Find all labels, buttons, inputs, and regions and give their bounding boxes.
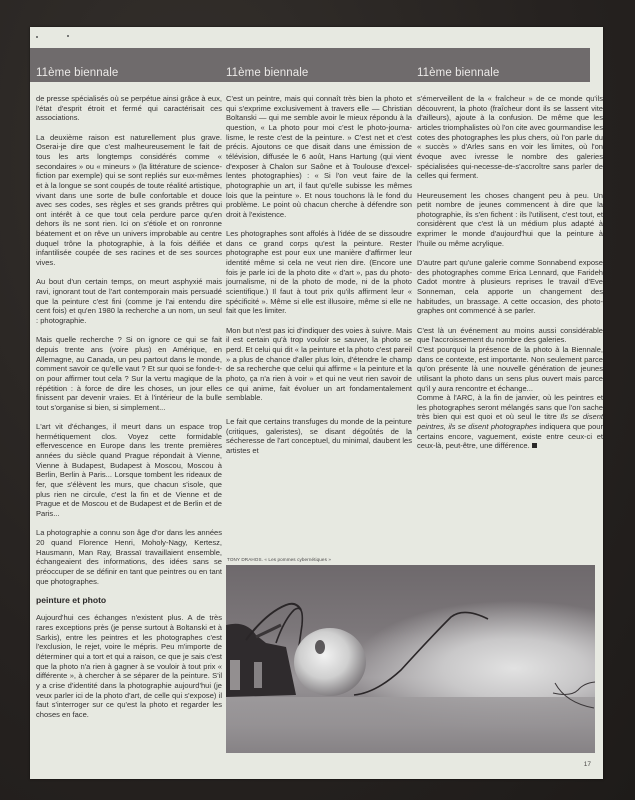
article-column-3 xyxy=(417,94,603,461)
paragraph: Aujourd'hui ces échanges n'existent plus. A de très rares exceptions près (je pense surtout à Boltanski et à Sarkis), entre les peintres et les photographes c'est l'exclusion, le rejet, voire le mépris. Peu m'importe de déterminer qui a tort et qui a raison, ce que je sais c'est que la photo n'a rien à gagner à se vouloir à tout prix « différente », à chercher à se séparer de la peinture. S'il y a crise d'identité dans la photographie aujourd'hui (je veux parler ici de la photo d'art, de celle qui s'expose) il faut s'interroger sur ce qu'est la photo et regarder les choses en face. xyxy=(36,613,222,719)
paragraph: C'est là un événement au moins aussi considérable que l'accroissement du nombre des galeries. xyxy=(417,325,603,345)
paragraph: C'est pourquoi la présence de la photo à la Biennale, dans ce contexte, est importante. Non seulement parce qu'on présente là une nouvelle génération de jeunes utilisant la photo dans un sens plus ouvert mais parce qu'il y aura rencontre et échange... xyxy=(417,344,603,393)
paragraph: Les photographes sont affolés à l'idée de se dissoudre dans ce grand corps qu'est la peinture. Rester photographe est pour eux une manière d'affirmer leur identité même si cela ne veut rien dire. (Encore une fois je parle ici de la photo dite « d'art », pas du photo-journalisme, ni de la photo de mode, ni de la photo scientifique.) Il faut à tout prix qu'ils affirment leur « spécificité ». Même si elle est illusoire, même si elle ne fait que les limiter. xyxy=(226,229,412,316)
paragraph: La deuxième raison est naturellement plus grave. Oserai-je dire que c'est malheureusement le fait de tous les arts longtemps considérés comme « secondaires » ou « mineurs » (la littérature de science-fiction par exemple) qui se sont repliés sur eux-mêmes et à la longue se sont coupés de toute réalité artistique, vivant dans une sorte de bulle confortable et douce avec ses codes, ses règles et ses grands prêtres qui ont intérêt à ce que tout cela perdure parce qu'en dehors ils ne sont rien. Ici on s'étiole et on ronronne béatement et on rêve un univers improbable au centre duquel trône la photographie, à la fois déifiée et infantilisée coupée de ses racines et de ses sources vives. xyxy=(36,132,222,268)
paragraph: s'émerveillent de la « fraîcheur » de ce monde qu'ils découvrent, la photo (fraîcheur dont ils se lassent vite d'ailleurs), ajoute à la confusion. De même que les articles triomphalistes où l'on cite avec gourmandise les cotes des photographes les plus chers, où l'on parle du « succès » d'Arles sans en voir les limites, où l'on évoque avec ivresse le nombre des galeries spécialisées qui-necesse-de-s'accroître sans parler de celles qui ferment. xyxy=(417,94,604,181)
paragraph: Au bout d'un certain temps, on meurt asphyxié mais ravi, ignorant tout de l'art contemporain mais persuadé que la peinture c'est fini (comme je l'ai entendu dire cent fois) et qu'en 1980 la recherche a un nom, un seul : photographie. xyxy=(36,277,222,325)
paragraph: La photographie a connu son âge d'or dans les années 20 quand Florence Henri, Moholy-Nagy, Kertesz, Hausmann, Man Ray, Brassaï travaillaient ensemble, échangeaient des informations, des idées sans se préoccuper de se définir en tant que peintres ou en tant que photographes. xyxy=(36,528,222,586)
exhibition-title: Ils se disent peintres, ils se disent photographes xyxy=(417,412,603,432)
paragraph: Heureusement les choses changent peu à peu. Un petit nombre de jeunes commencent à dire que la photographie, ils s'en fichent : ils l'utilisent, c'est tout, et considèrent que c'est là un médium plus adapté à exprimer le monde d'aujourd'hui que la peinture à l'huile ou même acrylique. xyxy=(417,190,603,248)
subheading: peinture et photo xyxy=(36,594,107,605)
photo-apple-with-wires xyxy=(226,565,595,753)
apple-with-wires-illustration xyxy=(226,565,595,753)
section-label-col2: 11ème biennale xyxy=(226,67,309,79)
article-column-1 xyxy=(36,94,222,729)
print-speck xyxy=(36,36,38,38)
print-speck xyxy=(67,35,69,37)
section-label-col1: 11ème biennale xyxy=(36,67,119,79)
article-column-2 xyxy=(226,94,412,465)
section-label-col3: 11ème biennale xyxy=(417,67,500,79)
magazine-page xyxy=(30,27,603,779)
paragraph: Mon but n'est pas ici d'indiquer des voies à suivre. Mais il est certain qu'à trop vouloir se sauver, la photo se perd. Et celui qui dit « la peinture et la photo c'est pareil » a plus de chance d'aller plus loin, d'étendre le champ de sa recherche que celui qui affirme « la peinture et la photo, ça n'a rien à voir » et qui ne veut rien savoir de ce qui anime, fait évoluer un art fondamentalement semblable. xyxy=(226,325,412,403)
page-number: 17 xyxy=(583,761,591,768)
photo-caption: TONY DRAHOS. « Les pommes cybernétiques » xyxy=(227,557,332,562)
closing-paragraph: Comme à l'ARC, à la fin de janvier, où les peintres et les photographes seront mélangés sans que l'on sache très bien qui est quoi et où seul le titre Ils se disent peintres, ils se disent photographes indiquera que pour certains encore, vaguement, existe entre ceux-ci et ceux-là, peut-être, une différence. xyxy=(417,393,603,451)
paragraph: Mais quelle recherche ? Si on ignore ce qui se fait depuis trente ans (voire plus) en Amérique, en Allemagne, au Canada, un peu partout dans le monde, comment savoir ce qu'elle vaut ? Et sur quoi se fonde-t-on pour affirmer tout cela ? Sur la vertu magique de la répétition : à force de dire les choses, un jour elles finissent par devenir vraies. Et à l'intérieur de la bulle tout s'organise si bien, si simplement... xyxy=(36,335,223,412)
paragraph: Le fait que certains transfuges du monde de la peinture (critiques, galeristes), se disant dégoûtés de la sécheresse de l'art conceptuel, du minimal, daubent les artistes et xyxy=(226,416,412,455)
paragraph: C'est un peintre, mais qui connaît très bien la photo et qui s'exprime exclusivement à travers elle — Christian Boltanski — qui me semble avoir le mieux répondu à la question, « La photo pour moi c'est le photo-journalisme, le reste c'est de la peinture. » C'est net et c'est précis. Ajoutons ce que disait dans une émission de télévision, diffusée le 6 août, Hans Hartung (qui vient d'exposer à Chalon sur Saône et à Toulouse d'excellentes photographies) : « Si l'on veut faire de la photographie un art, il faut qu'elle subisse les mêmes lois que la peinture ». Et nous touchons là le fond du problème. Le point où chacun cherche à défendre son droit à l'existence. xyxy=(226,94,412,219)
end-of-article-square-icon xyxy=(532,443,537,448)
paragraph: D'autre part qu'une galerie comme Sonnabend expose des photographes comme Erica Lennard, que Farideh Cadot montre à plusieurs reprises le travail d'Eve Sonneman, cela apporte un changement des habitudes, un brassage. A cette occasion, des photographes ont commencé à se parler. xyxy=(417,258,603,316)
paragraph: L'art vit d'échanges, il meurt dans un espace trop hermétiquement clos. Voyez cette formidable effervescence en Europe dans les trente premières années du siècle quand Prague répondait à Vienne, Vienne à Budapest, Budapest à Moscou, Moscou à Berlin, Berlin à Paris... Lorsque tombent les rideaux de fer, que s'élèvent les murs, que chacun s'isole, que plus rien ne circule, c'est la fin et de Vienne et de Prague et de Moscou et de Budapest et de Berlin et de Paris... xyxy=(36,422,222,518)
paragraph: de presse spécialisés où se perpétue ainsi grâce à eux, l'état d'esprit étroit et fermé qui caractérisait ces associations. xyxy=(36,94,222,123)
